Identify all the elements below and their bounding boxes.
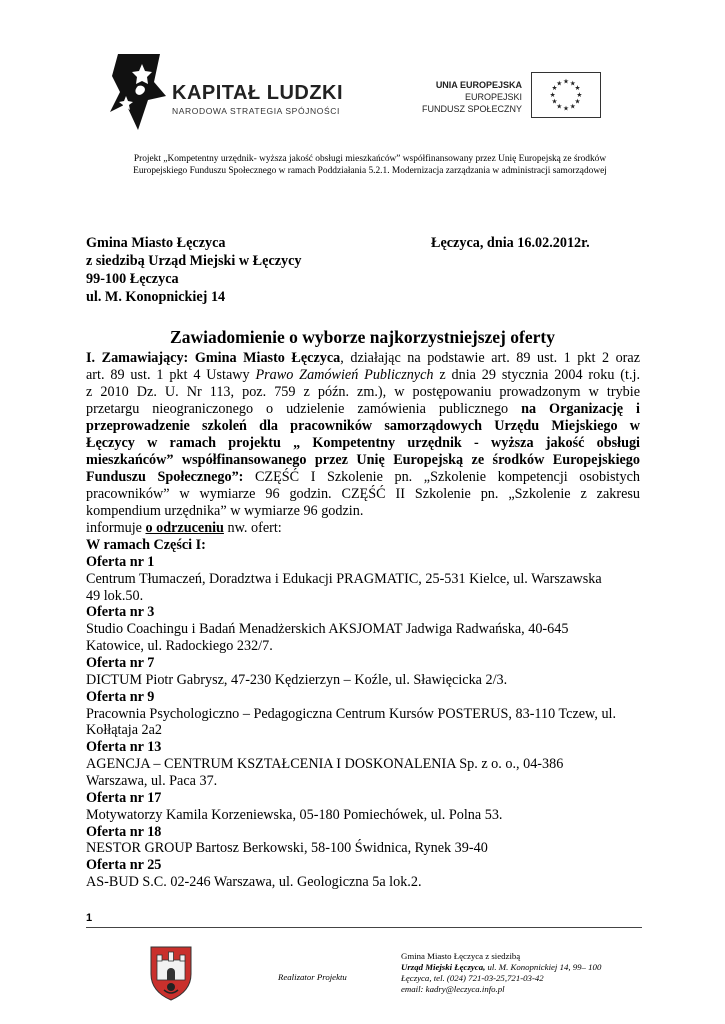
offer-line2: Kołłątaja 2a2 <box>86 722 163 738</box>
svg-text:★: ★ <box>569 102 576 111</box>
offer-line1: Studio Coachingu i Badań Menadżerskich AKSJOMAT Jadwiga Radwańska, 40-645 <box>86 621 569 637</box>
body-line-1-rest: , działając na podstawie art. 89 ust. 1 pkt 2 oraz <box>340 350 640 366</box>
body-line-2-b: z dnia 29 stycznia 2004 roku (t.j. <box>433 367 640 383</box>
footer-divider <box>86 927 642 928</box>
offer-label: Oferta nr 3 <box>86 604 155 620</box>
page-number: 1 <box>86 912 93 924</box>
body-line-7: mieszkańców” współfinansowanego przez Unię Europejską ze środków Europejskiego <box>86 452 640 468</box>
law-name: Prawo Zamówień Publicznych <box>255 367 434 383</box>
body-line-2 <box>86 367 640 384</box>
svg-text:★: ★ <box>574 84 581 93</box>
leczyca-coat-of-arms-icon <box>148 944 194 1002</box>
svg-text:★: ★ <box>549 90 556 99</box>
sender-line3: 99-100 Łęczyca <box>86 271 179 287</box>
project-note <box>100 153 640 177</box>
date-line: Łęczyca, dnia 16.02.2012r. <box>431 235 590 251</box>
footer-line4 <box>401 984 505 995</box>
footer-line1: Gmina Miasto Łęczyca z siedzibą <box>401 951 521 961</box>
kapital-ludzki-title: KAPITAŁ LUDZKI <box>172 82 344 104</box>
project-note-line2: Europejskiego Funduszu Społecznego w ramach Poddziałania 5.2.1. Modernizacja zarządzania w administracji samorządowej <box>133 166 607 176</box>
offer-line2: 49 lok.50. <box>86 588 144 604</box>
body-line-8-bold: Funduszu Społecznego”: <box>86 469 244 485</box>
offer-line1: NESTOR GROUP Bartosz Berkowski, 58-100 Świdnica, Rynek 39-40 <box>86 840 488 856</box>
inform-line <box>86 520 640 537</box>
footer-office-name: Urząd Miejski Łęczyca, <box>401 962 486 972</box>
offer-line1: DICTUM Piotr Gabrysz, 47-230 Kędzierzyn – Koźle, ul. Sławięcicka 2/3. <box>86 672 508 688</box>
inform-rejection: o odrzuceniu <box>145 520 224 536</box>
body-line-8 <box>86 469 640 486</box>
body-line-4 <box>86 401 640 418</box>
sender-line1: Gmina Miasto Łęczyca <box>86 235 226 251</box>
body-line-9: pracowników” w wymiarze 96 godzin. CZĘŚĆ II Szkolenie pn. „Szkolenie z zakresu <box>86 486 640 502</box>
offer-line2: Katowice, ul. Radockiego 232/7. <box>86 638 273 654</box>
body-line-5: przeprowadzenie szkoleń dla pracowników samorządowych Urzędu Miejskiego w <box>86 418 640 434</box>
offer-line1: Pracownia Psychologiczno – Pedagogiczna Centrum Kursów POSTERUS, 83-110 Tczew, ul. <box>86 706 617 722</box>
svg-text:★: ★ <box>551 97 558 106</box>
footer-line3 <box>401 973 544 984</box>
body-line-1 <box>86 350 640 367</box>
inform-a: informuje <box>86 520 146 536</box>
offer-label: Oferta nr 1 <box>86 554 155 570</box>
body-line-6: Łęczycy w ramach projektu „ Kompetentny urzędnik - wyższa jakość obsługi <box>86 435 640 451</box>
offer-label: Oferta nr 9 <box>86 689 155 705</box>
body-line-3: z 2010 Dz. U. Nr 113, poz. 759 z późn. zm.), w postępowaniu prowadzonym w trybie <box>86 384 640 400</box>
offer-line2: Warszawa, ul. Paca 37. <box>86 773 218 789</box>
project-note-line1: Projekt „Kompetentny urzędnik- wyższa jakość obsługi mieszkańców” współfinansowany przez Unię Europejską ze środków <box>133 154 607 164</box>
offer-label: Oferta nr 17 <box>86 790 162 806</box>
footer-phone: Łęczyca, tel. (024) 721-03-25,721-03-42 <box>401 973 544 983</box>
body-line-4-bold: na Organizację i <box>521 401 640 417</box>
document-title: Zawiadomienie o wyborze najkorzystniejszej oferty <box>170 327 555 347</box>
realizator-label: Realizator Projektu <box>278 972 347 982</box>
footer-line2 <box>401 962 601 973</box>
offer-label: Oferta nr 25 <box>86 857 162 873</box>
body-line-2-a: art. 89 ust. 1 pkt 4 Ustawy <box>86 367 256 383</box>
offer-label: Oferta nr 18 <box>86 824 162 840</box>
svg-text:★: ★ <box>563 104 569 113</box>
svg-text:★: ★ <box>569 79 576 88</box>
offer-line1: Centrum Tłumaczeń, Doradztwa i Edukacji PRAGMATIC, 25-531 Kielce, ul. Warszawska <box>86 571 602 587</box>
contracting-authority: I. Zamawiający: Gmina Miasto Łęczyca <box>86 350 341 366</box>
offer-label: Oferta nr 7 <box>86 655 155 671</box>
offer-line1: Motywatorzy Kamila Korzeniewska, 05-180 Pomiechówek, ul. Polna 53. <box>86 807 503 823</box>
offer-label: Oferta nr 13 <box>86 739 162 755</box>
svg-text:★: ★ <box>576 90 583 99</box>
eu-logo-line2: EUROPEJSKI <box>464 92 522 102</box>
footer-address: ul. M. Konopnickiej 14, 99– 100 <box>485 962 602 972</box>
offer-line1: AS-BUD S.C. 02-246 Warszawa, ul. Geologiczna 5a lok.2. <box>86 874 422 890</box>
body-line-10: kompendium urzędnika” w wymiarze 96 godzin. <box>86 503 364 519</box>
sender-line2: z siedzibą Urząd Miejski w Łęczycy <box>86 253 302 269</box>
section-heading: W ramach Części I: <box>86 537 206 553</box>
kapital-ludzki-subtitle: NARODOWA STRATEGIA SPÓJNOŚCI <box>172 106 340 116</box>
sender-line4: ul. M. Konopnickiej 14 <box>86 289 226 305</box>
eu-logo-line3: FUNDUSZ SPOŁECZNY <box>421 104 522 114</box>
eu-logo-line1: UNIA EUROPEJSKA <box>435 80 522 90</box>
offer-line1: AGENCJA – CENTRUM KSZTAŁCENIA I DOSKONALENIA Sp. z o. o., 04-386 <box>86 756 564 772</box>
footer-email: email: kadry@leczyca.info.pl <box>401 984 505 994</box>
svg-text:★: ★ <box>556 102 563 111</box>
svg-text:★: ★ <box>563 77 569 86</box>
body-line-4-a: przetargu nieograniczonego o udzielenie zamówienia publicznego <box>86 401 522 417</box>
svg-text:★: ★ <box>551 84 558 93</box>
eu-flag-icon <box>531 72 601 118</box>
kapital-ludzki-logo <box>108 52 168 132</box>
svg-text:★: ★ <box>574 97 581 106</box>
body-line-8-rest: CZĘŚĆ I Szkolenie pn. „Szkolenie kompetencji osobistych <box>243 469 640 485</box>
inform-b: nw. ofert: <box>223 520 282 536</box>
svg-text:★: ★ <box>556 79 563 88</box>
